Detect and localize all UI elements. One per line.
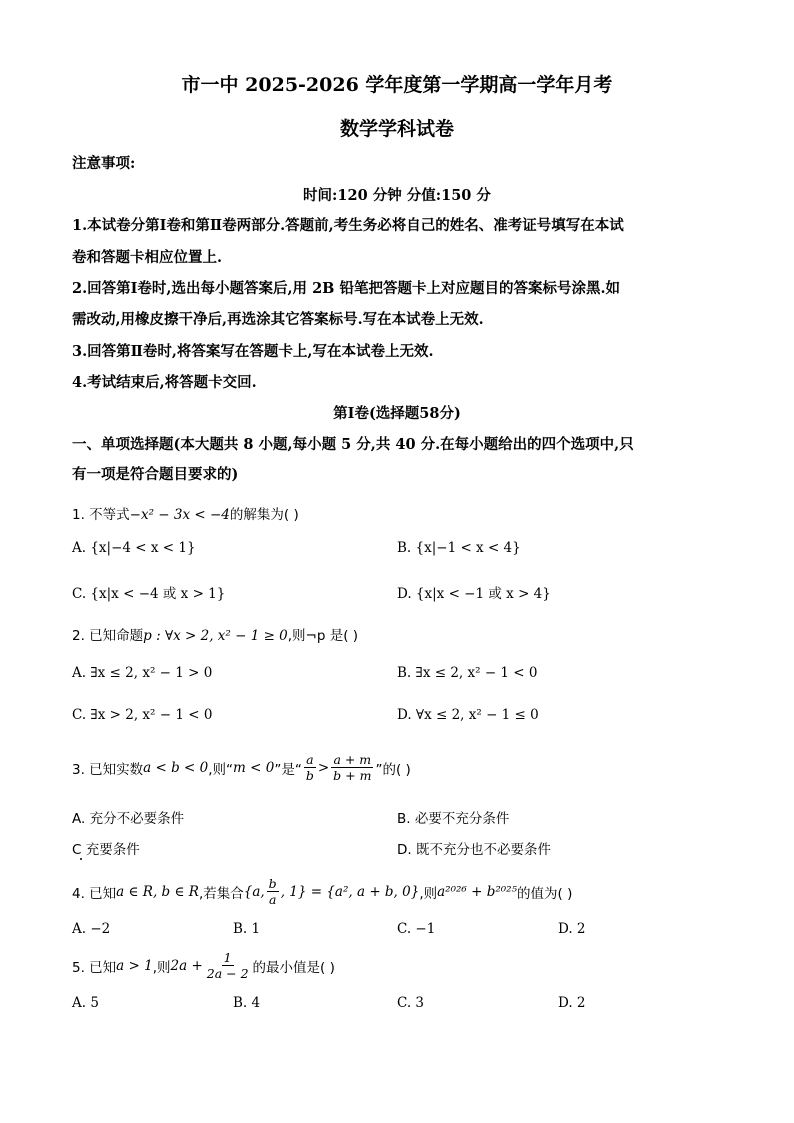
q3-fraction-2-denominator: b + m (333, 768, 372, 783)
q4-suffix: 的值为( ) (517, 885, 573, 902)
q4-option-d[interactable]: D. 2 (558, 921, 586, 937)
q2-option-b[interactable]: B. ∃x ≤ 2, x² − 1 < 0 (397, 665, 538, 681)
q3-fraction-1-numerator: a (306, 752, 314, 767)
q1-suffix: 的解集为( ) (229, 507, 299, 523)
q3-m-expression: m < 0 (233, 759, 275, 776)
q4-set-left-a: {a, (243, 883, 265, 900)
q3-fraction-1-denominator: b (305, 768, 314, 783)
notice-heading: 注意事项: (72, 155, 136, 172)
q3-mid-2: ”是“ (274, 761, 302, 778)
q4-fraction-numerator: b (268, 876, 277, 891)
q5-prefix: 5. 已知 (72, 959, 117, 976)
question-5 (72, 950, 335, 981)
exam-subtitle: 数学学科试卷 (339, 118, 454, 140)
question-2 (72, 624, 358, 644)
q3-condition: a < b < 0 (143, 759, 209, 776)
q4-mid: ,若集合 (198, 885, 244, 902)
notice-item-1-line-2: 卷和答题卡相应位置上. (72, 249, 223, 266)
q3-option-a[interactable]: A. 充分不必要条件 (72, 811, 185, 827)
q2-option-d[interactable]: D. ∀x ≤ 2, x² − 1 ≤ 0 (397, 707, 539, 723)
question-3 (72, 752, 411, 783)
q2-prefix: 2. 已知命题 (72, 628, 144, 644)
q4-prefix: 4. 已知 (72, 885, 117, 902)
question-4 (72, 876, 572, 907)
q3-suffix: ”的( ) (375, 761, 411, 778)
q5-fraction-denominator: 2a − 2 (206, 966, 249, 981)
q4-option-b[interactable]: B. 1 (233, 921, 261, 937)
notice-item-1-line-1: 1.本试卷分第Ⅰ卷和第Ⅱ卷两部分.答题前,考生务必将自己的姓名、准考证号填写在本试 (72, 217, 624, 234)
q3-fraction-1 (304, 752, 316, 783)
q2-option-a[interactable]: A. ∃x ≤ 2, x² − 1 > 0 (72, 665, 213, 681)
q4-fraction-denominator: a (268, 892, 277, 907)
q3-option-c[interactable]: C 充要条件 (72, 842, 140, 858)
q2-expression: p : ∀x > 2, x² − 1 ≥ 0 (143, 628, 288, 644)
notice-item-3: 3.回答第Ⅱ卷时,将答案写在答题卡上,写在本试卷上无效. (72, 343, 434, 360)
q3-fraction-2-numerator: a + m (333, 752, 372, 767)
q5-option-a[interactable]: A. 5 (72, 995, 99, 1011)
q5-fraction-numerator: 1 (223, 950, 232, 965)
q2-option-c[interactable]: C. ∃x > 2, x² − 1 < 0 (72, 707, 213, 723)
q3-prefix: 3. 已知实数 (72, 761, 144, 778)
q1-prefix: 1. 不等式 (72, 507, 130, 523)
q5-option-b[interactable]: B. 4 (233, 995, 261, 1011)
q4-power-expression: a²⁰²⁶ + b²⁰²⁵ (437, 883, 518, 900)
time-score: 时间:120 分钟 分值:150 分 (303, 187, 491, 204)
q4-fraction (267, 876, 279, 907)
notice-item-2-line-1: 2.回答第Ⅰ卷时,选出每小题答案后,用 2B 铅笔把答题卡上对应题目的答案标号涂黑.如 (72, 280, 621, 297)
q4-mid-2: ,则 (419, 885, 438, 902)
q3-greater-than: > (317, 759, 330, 776)
q3-mid-1: ,则“ (208, 761, 234, 778)
q5-condition: a > 1 (116, 957, 153, 974)
q1-option-a[interactable]: A. {x|−4 < x < 1} (72, 540, 196, 556)
q5-mid: ,则 (152, 959, 171, 976)
q1-expression: −x² − 3x < −4 (129, 507, 230, 523)
q2-suffix: ,则¬p 是( ) (287, 628, 359, 644)
q4-set-left-b: , 1} = {a², a + b, 0} (280, 883, 420, 900)
section-desc-line-2: 有一项是符合题目要求的) (72, 466, 239, 483)
q3-option-b[interactable]: B. 必要不充分条件 (397, 811, 510, 827)
exam-title: 市一中 2025-2026 学年度第一学期高一学年月考 (181, 74, 613, 96)
stray-dot (80, 858, 82, 860)
notice-item-4: 4.考试结束后,将答题卡交回. (72, 374, 257, 391)
q1-option-d[interactable]: D. {x|x < −1 或 x > 4} (397, 586, 551, 602)
q1-option-c[interactable]: C. {x|x < −4 或 x > 1} (72, 586, 226, 602)
q1-option-b[interactable]: B. {x|−1 < x < 4} (397, 540, 521, 556)
question-1 (72, 503, 299, 523)
q4-option-c[interactable]: C. −1 (397, 921, 436, 937)
q4-option-a[interactable]: A. −2 (72, 921, 111, 937)
section-desc-line-1: 一、单项选择题(本大题共 8 小题,每小题 5 分,共 40 分.在每小题给出的四个选项中,只 (72, 436, 634, 453)
q5-suffix: 的最小值是( ) (252, 959, 335, 976)
q5-option-c[interactable]: C. 3 (397, 995, 425, 1011)
q5-expression-left: 2a + (170, 957, 203, 974)
q5-option-d[interactable]: D. 2 (558, 995, 586, 1011)
q4-condition: a ∈ R, b ∈ R (116, 883, 199, 900)
section-title: 第Ⅰ卷(选择题58分) (333, 405, 461, 422)
q5-fraction (205, 950, 251, 981)
q3-fraction-2 (331, 752, 373, 783)
q3-option-d[interactable]: D. 既不充分也不必要条件 (397, 842, 551, 858)
notice-item-2-line-2: 需改动,用橡皮擦干净后,再选涂其它答案标号.写在本试卷上无效. (72, 311, 484, 328)
